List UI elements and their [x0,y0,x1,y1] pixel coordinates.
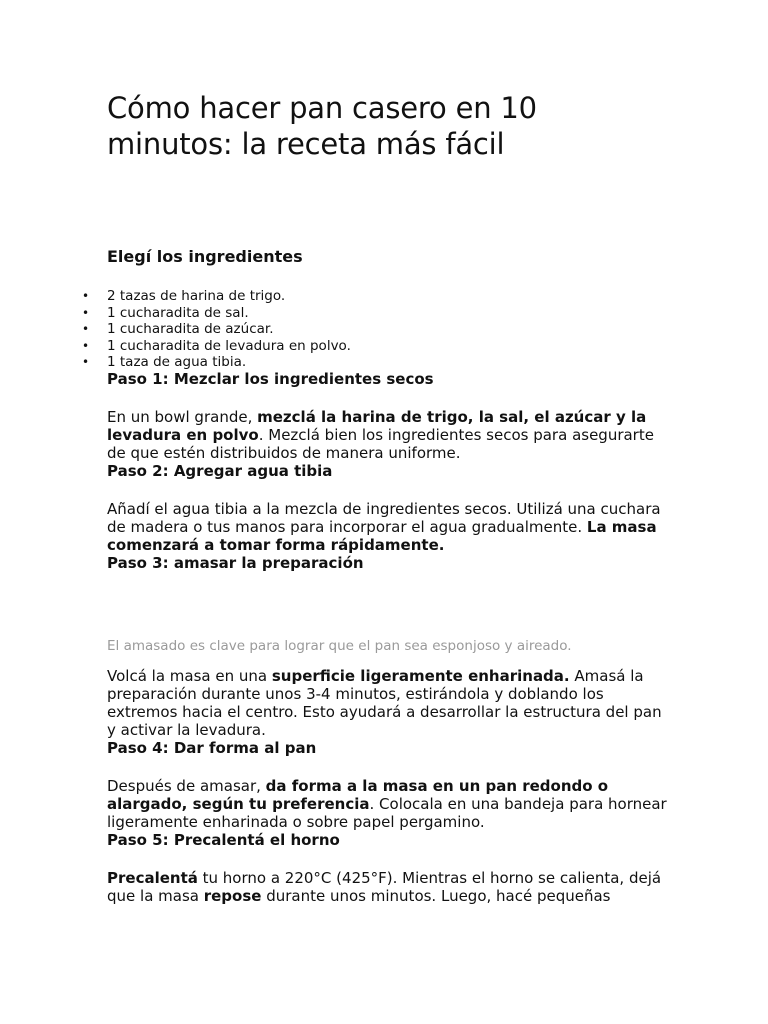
step-4-body: Después de amasar, da forma a la masa en un pan redondo o alargado, según tu preferencia. Colocala en una bandeja para hornear ligeramente enharinada o sobre papel pergamino. [107,777,667,831]
ingredients-heading: Elegí los ingredientes [107,247,303,266]
step-3-caption: El amasado es clave para lograr que el pan sea esponjoso y aireado. [107,638,572,654]
step-5-body: Precalentá tu horno a 220°C (425°F). Mientras el horno se calienta, dejá que la masa repose durante unos minutos. Luego, hacé pequeñas [107,869,662,905]
bullet-icon: • [82,289,90,303]
step-2-title: Paso 2: Agregar agua tibia [107,462,333,480]
list-item: • 1 cucharadita de levadura en polvo. [82,337,351,354]
bullet-icon: • [82,305,90,320]
step-3-title: Paso 3: amasar la preparación [107,554,364,572]
ingredients-list [82,288,351,371]
bullet-icon: • [82,338,90,353]
document-page [82,90,667,905]
page-title: Cómo hacer pan casero en 10 minutos: la receta más fácil [107,91,537,161]
step-2-body: Añadí el agua tibia a la mezcla de ingredientes secos. Utilizá una cuchara de madera o tus manos para incorporar el agua gradualmente. La masa comenzará a tomar forma rápidamente. [107,500,661,554]
step-1-title: Paso 1: Mezclar los ingredientes secos [107,370,434,388]
step-4-title: Paso 4: Dar forma al pan [107,739,317,757]
list-item: • 2 tazas de harina de trigo. [82,288,286,304]
list-item: • 1 cucharadita de sal. [82,304,249,321]
bullet-icon: • [82,322,90,336]
step-3-body: Volcá la masa en una superficie ligeramente enharinada. Amasá la preparación durante unos 3-4 minutos, estirándola y doblando los extremos hacia el centro. Esto ayudará a desarrollar la estructura del pan y activar la levadura. [107,667,662,739]
step-5-title: Paso 5: Precalentá el horno [107,831,340,849]
step-1-body: En un bowl grande, mezclá la harina de trigo, la sal, el azúcar y la levadura en polvo. Mezclá bien los ingredientes secos para asegurarte de que estén distribuidos de manera uniforme. [107,408,654,462]
list-item: • 1 taza de agua tibia. [82,354,247,370]
bullet-icon: • [82,355,90,369]
steps-section [107,370,667,905]
list-item: • 1 cucharadita de azúcar. [82,321,274,337]
